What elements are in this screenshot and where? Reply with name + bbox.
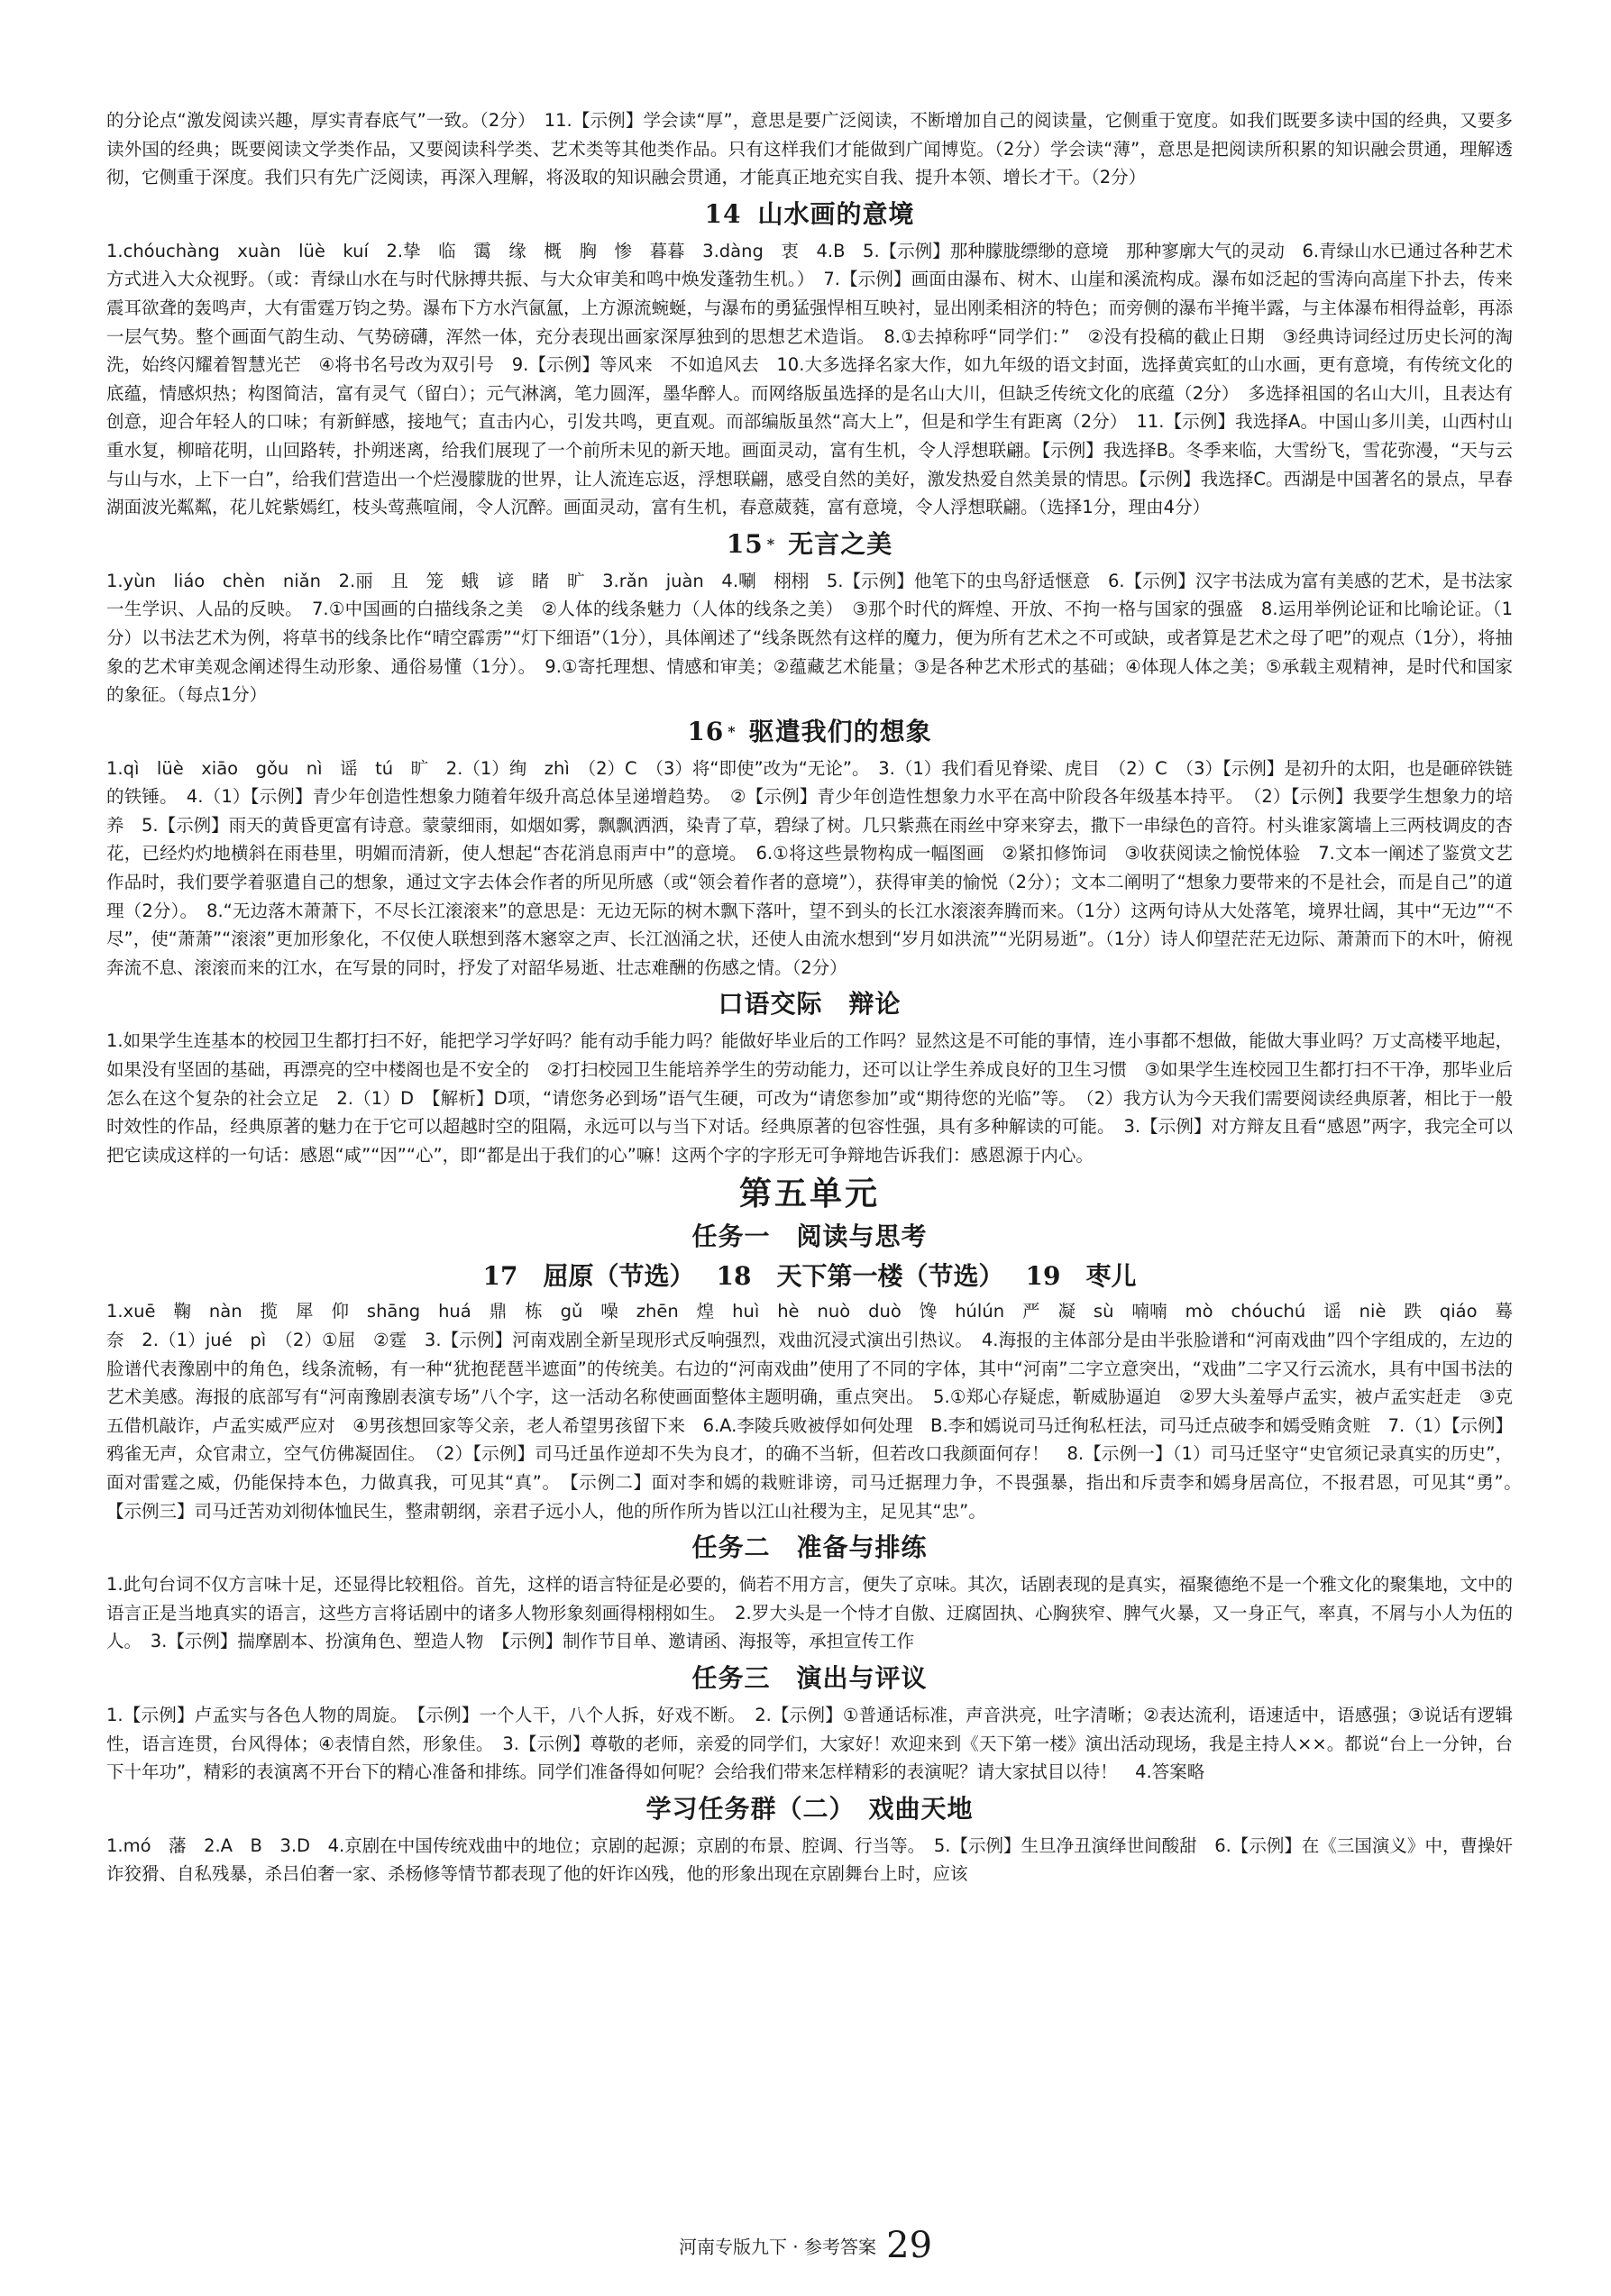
page-footer xyxy=(0,2225,1611,2266)
answer-paragraph: 1.mó 藩 2.A B 3.D 4.京剧在中国传统戏曲中的地位；京剧的起源；京剧的布景、腔调、行当等。 5.【示例】生旦净丑演绎世间酸甜 6.【示例】在《三国演义》中，曹操奸诈狡猾、自私残暴，杀吕伯奢一家、杀杨修等情节都表现了他的奸诈凶残，他的形象出现在京剧舞台上时，应该 xyxy=(106,1834,1513,1885)
lesson-title: 山水画的意境 xyxy=(757,198,915,229)
lesson-title: 口语交际 辩论 xyxy=(718,989,902,1020)
answer-paragraph: 1.如果学生连基本的校园卫生都打扫不好，能把学习学好吗？能有动手能力吗？能做好毕业后的工作吗？显然这是不可能的事情，连小事都不想做，能做大事业吗？万丈高楼平地起，如果没有坚固的基础，再漂亮的空中楼阁也是不安全的 ②打扫校园卫生能培养学生的劳动能力，还可以让学生养成良好的卫生习惯 ③如果学生连校园卫生都打扫不干净，那毕业后怎么在这个复杂的社会立足 2.（1）D 【解析】D项，“请您务必到场”语气生硬，可改为“请您参加”或“期待您的光临”等。 （2）我方认为今天我们需要阅读经典原著，相比于一般时效性的作品，经典原著的魅力在于它可以超越时空的阻隔，永远可以与当下对话。经典原著的包容性强，具有多种解读的可能。 3.【示例】对方辩友且看“感恩”两字，我完全可以把它读成这样的一句话：感恩“咸”“因”“心”，即“都是出于我们的心”嘛！这两个字的字形无可争辩地告诉我们：感恩源于内心。 xyxy=(106,1030,1513,1166)
answer-paragraph: 1.【示例】卢孟实与各色人物的周旋。 【示例】一个人干，八个人拆，好戏不断。 2.【示例】①普通话标准，声音洪亮，吐字清晰；②表达流利，语速适中，语感强；③说话有逻辑性，语言连贯，台风得体；④表情自然，形象佳。 3.【示例】尊敬的老师，亲爱的同学们，大家好！欢迎来到《天下第一楼》演出活动现场，我是主持人××。都说“台上一分钟，台下十年功”，精彩的表演离不开台下的精心准备和排练。同学们准备得如何呢？会给我们带来怎样精彩的表演呢？请大家拭目以待！ 4.答案略 xyxy=(106,1704,1513,1783)
lesson-number: 15 xyxy=(726,528,764,559)
answer-paragraph: 1.xuē 鞠 nàn 揽 犀 仰 shāng huá 鼎 栋 gǔ 噪 zhēn 煌 huì hè nuò duò 馋 húlún 严 凝 sù 喃喃 mò chóuchú 谣 niè 跌 qiáo 蓦 奈 2.（1）jué pì （2）①屈 ②霆 3.【示例】河南戏剧全新呈现形式反响强烈，戏曲沉浸式演出引热议。 4.海报的主体部分是由半张脸谱和“河南戏曲”四个字组成的，左边的脸谱代表豫剧中的角色，线条流畅，有一种“犹抱琵琶半遮面”的传统美。右边的“河南戏曲”使用了不同的字体，其中“河南”二字立意突出，“戏曲”二字又行云流水，具有中国书法的艺术美感。海报的底部写有“河南豫剧表演专场”八个字，这一活动名称使画面整体主题明确，重点突出。 5.①郑心存疑虑，靳威胁逼迫 ②罗大头羞辱卢孟实，被卢孟实赶走 ③克五借机敲诈，卢孟实威严应对 ④男孩想回家等父亲，老人希望男孩留下来 6.A.李陵兵败被俘如何处理 B.李和嫣说司马迁徇私枉法，司马迁点破李和嫣受贿贪赃 7.（1）【示例】鸦雀无声，众官肃立，空气仿佛凝固住。 （2）【示例】司马迁虽作逆却不失为良才，的确不当斩，但若改口我颜面何存！ 8.【示例一】（1）司马迁坚守“史官须记录真实的历史”，面对雷霆之威，仍能保持本色，力做真我，可见其“真”。 【示例二】面对李和嫣的栽赃诽谤，司马迁据理力争，不畏强暴，指出和斥责李和嫣身居高位，不报君恩，可见其“勇”。 【示例三】司马迁苦劝刘彻体恤民生，整肃朝纲，亲君子远小人，他的所作所为皆以江山社稷为主，足见其“忠”。 xyxy=(106,1301,1531,1522)
lesson-title: 任务一 阅读与思考 xyxy=(691,1221,928,1252)
lesson-heading xyxy=(106,1792,1513,1826)
answer-page xyxy=(106,106,1531,1889)
answer-paragraph: 1.chóuchàng xuàn lüè kuí 2.挚 临 霭 缘 概 胸 惨 暮暮 3.dàng 衷 4.B 5.【示例】那种朦胧缥缈的意境 那种寥廓大气的灵动 6.青绿山水已通过各种艺术方式进入大众视野。（或：青绿山水在与时代脉搏共振、与大众审美和鸣中焕发蓬勃生机。） 7.【示例】画面由瀑布、树木、山崖和溪流构成。瀑布如泛起的雪涛向高崖下扑去，传来震耳欲聋的轰鸣声，大有雷霆万钧之势。瀑布下方水汽氤氲，上方源流蜿蜒，与瀑布的勇猛强悍相互映衬，显出刚柔相济的特色；而旁侧的瀑布半掩半露，与主体瀑布相得益彰，再添一层气势。整个画面气韵生动、气势磅礴，浑然一体，充分表现出画家深厚独到的思想艺术造诣。 8.①去掉称呼“同学们：” ②没有投稿的截止日期 ③经典诗词经过历史长河的淘洗，始终闪耀着智慧光芒 ④将书名号改为双引号 9.【示例】等风来 不如追风去 10.大多选择名家大作，如九年级的语文封面，选择黄宾虹的山水画，更有意境，有传统文化的底蕴，情感炽热；构图简洁，富有灵气（留白）；元气淋漓，笔力圆浑，墨华醉人。而网络版虽选择的是名山大川，但缺乏传统文化的底蕴（2分） 多选择祖国的名山大川，且表达有创意，迎合年轻人的口味；有新鲜感，接地气；直击内心，引发共鸣，更直观。而部编版虽然“高大上”，但是和学生有距离（2分） 11.【示例】我选择A。中国山多川美，山西村山重水复，柳暗花明，山回路转，扑朔迷离，给我们展现了一个前所未见的新天地。画面灵动，富有生机，令人浮想联翩。【示例】我选择B。冬季来临，大雪纷飞，雪花弥漫，“天与云与山与水，上下一白”，给我们营造出一个烂漫朦胧的世界，让人流连忘返，浮想联翩，感受自然的美好，激发热爱自然美景的情思。【示例】我选择C。西湖是中国著名的景点，早春湖面波光粼粼，花儿姹紫嫣红，枝头莺燕喧闹，令人沉醉。画面灵动，富有生机，春意葳蕤，富有意境，令人浮想联翩。（选择1分，理由4分） xyxy=(106,240,1514,518)
lesson-title: 学习任务群（二） 戏曲天地 xyxy=(645,1793,974,1824)
answer-paragraph: 1.qì lüè xiāo gǒu nì 谣 tú 旷 2.（1）绚 zhì （2）C （3）将“即使”改为“无论”。 3.（1）我们看见脊梁、虎目 （2）C （3）【示例】是初升的太阳，也是砸碎铁链的铁锤。 4.（1）【示例】青少年创造性想象力随着年级升高总体呈递增趋势。 ②【示例】青少年创造性想象力水平在高中阶段各年级基本持平。 （2）【示例】我要学生想象力的培养 5.【示例】雨天的黄昏更富有诗意。蒙蒙细雨，如烟如雾，飘飘洒洒，染青了草，碧绿了树。几只紫燕在雨丝中穿来穿去，撒下一串绿色的音符。村头谁家篱墙上三两枝调皮的杏花，已经灼灼地横斜在雨巷里，明媚而清新，使人想起“杏花消息雨声中”的意境。 6.①将这些景物构成一幅图画 ②紧扣修饰词 ③收获阅读之愉悦体验 7.文本一阐述了鉴赏文艺作品时，我们要学着驱遣自己的想象，通过文字去体会作者的所见所感（或“领会着作者的意境”），获得审美的愉悦（2分）；文本二阐明了“想象力要带来的不是社会，而是自己”的道理（2分）。 8.“无边落木萧萧下，不尽长江滚滚来”的意思是：无边无际的树木飘下落叶，望不到头的长江水滚滚奔腾而来。（1分）这两句诗从大处落笔，境界壮阔，其中“无边”“不尽”，使“萧萧”“滚滚”更加形象化，不仅使人联想到落木窸窣之声、长江汹涌之状，还使人由流水想到“岁月如洪流”“光阴易逝”。（1分）诗人仰望茫茫无边际、萧萧而下的木叶，俯视奔流不息、滚滚而来的江水，在写景的同时，抒发了对韶华易逝、壮志难酬的伤感之情。（2分） xyxy=(106,757,1513,978)
unit-heading: 第五单元 xyxy=(738,1175,880,1213)
lesson-number: 16 xyxy=(687,716,725,746)
lesson-title: 19 枣儿 xyxy=(1025,1261,1137,1292)
lesson-heading xyxy=(106,527,1513,562)
lesson-title: 无言之美 xyxy=(788,528,893,559)
lesson-heading xyxy=(106,715,1513,749)
answer-paragraph: 1.此句台词不仅方言味十足，还显得比较粗俗。首先，这样的语言特征是必要的，倘若不用方言，便失了京味。其次，话剧表现的是真实，福聚德绝不是一个雅文化的聚集地，文中的语言正是当地真实的语言，这些方言将话剧中的诸多人物形象刻画得栩栩如生。 2.罗大头是一个恃才自傲、迂腐固执、心胸狭窄、脾气火暴，又一身正气，率真，不屑与小人为伍的人。 3.【示例】揣摩剧本、扮演角色、塑造人物 【示例】制作节目单、邀请函、海报等，承担宣传工作 xyxy=(106,1574,1513,1652)
lesson-heading xyxy=(106,1220,1513,1254)
lesson-number: 14 xyxy=(704,198,742,229)
combined-lesson-heading xyxy=(106,1259,1513,1294)
lesson-heading xyxy=(106,197,1513,232)
lesson-heading xyxy=(106,1661,1513,1696)
lesson-title: 任务三 演出与评议 xyxy=(691,1662,928,1693)
optional-lesson-mark: * xyxy=(728,722,737,740)
lesson-title: 驱遣我们的想象 xyxy=(748,716,932,746)
optional-lesson-mark: * xyxy=(766,535,776,553)
lesson-title: 任务二 准备与排练 xyxy=(691,1532,928,1563)
lesson-heading xyxy=(106,987,1513,1021)
lesson-heading xyxy=(106,1531,1513,1565)
page-number: 29 xyxy=(886,2225,933,2266)
lesson-title: 17 屈原（节选） xyxy=(482,1261,695,1292)
answer-paragraph: 的分论点“激发阅读兴趣，厚实青春底气”一致。（2分） 11.【示例】学会读“厚”，意思是要广泛阅读，不断增加自己的阅读量，它侧重于宽度。如我们既要多读中国的经典，又要多读外国的经典；既要阅读文学类作品，又要阅读科学类、艺术类等其他类作品。只有这样我们才能做到广闻博览。（2分）学会读“薄”，意思是把阅读所积累的知识融会贯通，理解透彻，它侧重于深度。我们只有先广泛阅读，再深入理解，将汲取的知识融会贯通，才能真正地充实自我、提升本领、增长才干。（2分） xyxy=(106,110,1513,188)
answer-paragraph: 1.yùn liáo chèn niǎn 2.丽 且 笼 蛾 谚 睹 旷 3.rǎn juàn 4.唰 栩栩 5.【示例】他笔下的虫鸟舒适惬意 6.【示例】汉字书法成为富有美感的艺术，是书法家一生学识、人品的反映。 7.①中国画的白描线条之美 ②人体的线条魅力（人体的线条之美） ③那个时代的辉煌、开放、不拘一格与国家的强盛 8.运用举例论证和比喻论证。（1分）以书法艺术为例，将草书的线条比作“晴空霹雳”“灯下细语”（1分），具体阐述了“线条既然有这样的魔力，便为所有艺术之不可或缺，或者算是艺术之母了吧”的观点（1分），将抽象的艺术审美观念阐述得生动形象、通俗易懂（1分）。 9.①寄托理想、情感和审美；②蕴藏艺术能量；③是各种艺术形式的基础；④体现人体之美；⑤承载主观精神，是时代和国家的象征。（每点1分） xyxy=(106,570,1513,706)
footer-label: 河南专版九下 · 参考答案 xyxy=(678,2236,877,2258)
lesson-title: 18 天下第一楼（节选） xyxy=(716,1261,1004,1292)
